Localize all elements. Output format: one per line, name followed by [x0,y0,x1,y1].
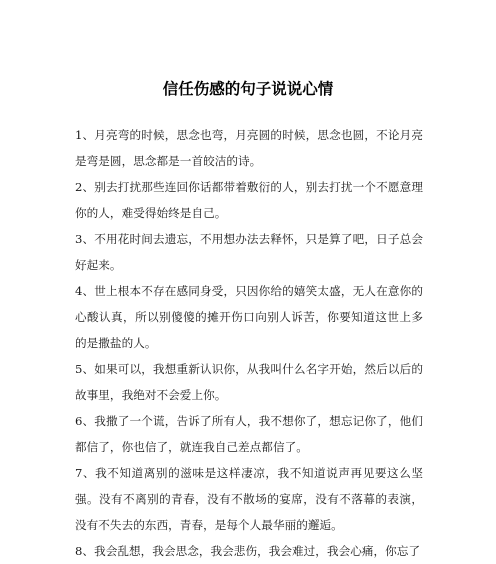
paragraph-8: 8、我会乱想，我会思念，我会悲伤，我会难过，我会心痛，你忘了 [75,544,421,558]
document-body [75,122,423,564]
paragraph-7: 7、我不知道离别的滋味是这样凄凉，我不知道说声再见要这么坚强。没有不离别的青春，没有不散场的宴席，没有不落幕的表演，没有不失去的东西，青春，是每个人最华丽的邂逅。 [75,466,423,532]
paragraph-5: 5、如果可以，我想重新认识你，从我叫什么名字开始，然后以后的故事里，我绝对不会爱上你。 [75,362,423,402]
paragraph-6: 6、我撒了一个谎，告诉了所有人，我不想你了，想忘记你了，他们都信了，你也信了，就连我自己差点都信了。 [75,414,423,454]
paragraph-3: 3、不用花时间去遗忘，不用想办法去释怀，只是算了吧，日子总会好起来。 [75,232,423,272]
paragraph-2: 2、别去打扰那些连回你话都带着敷衍的人，别去打扰一个不愿意理你的人，难受得始终是自己。 [75,180,423,220]
paragraph-4: 4、世上根本不存在感同身受，只因你给的嬉笑太盛，无人在意你的心酸认真，所以别傻傻的摊开伤口向别人诉苦，你要知道这世上多的是撒盐的人。 [75,284,423,350]
document-title: 信任伤感的句子说说心情 [162,80,334,98]
paragraph-1: 1、月亮弯的时候，思念也弯，月亮圆的时候，思念也圆，不论月亮是弯是圆，思念都是一首皎洁的诗。 [75,128,423,168]
